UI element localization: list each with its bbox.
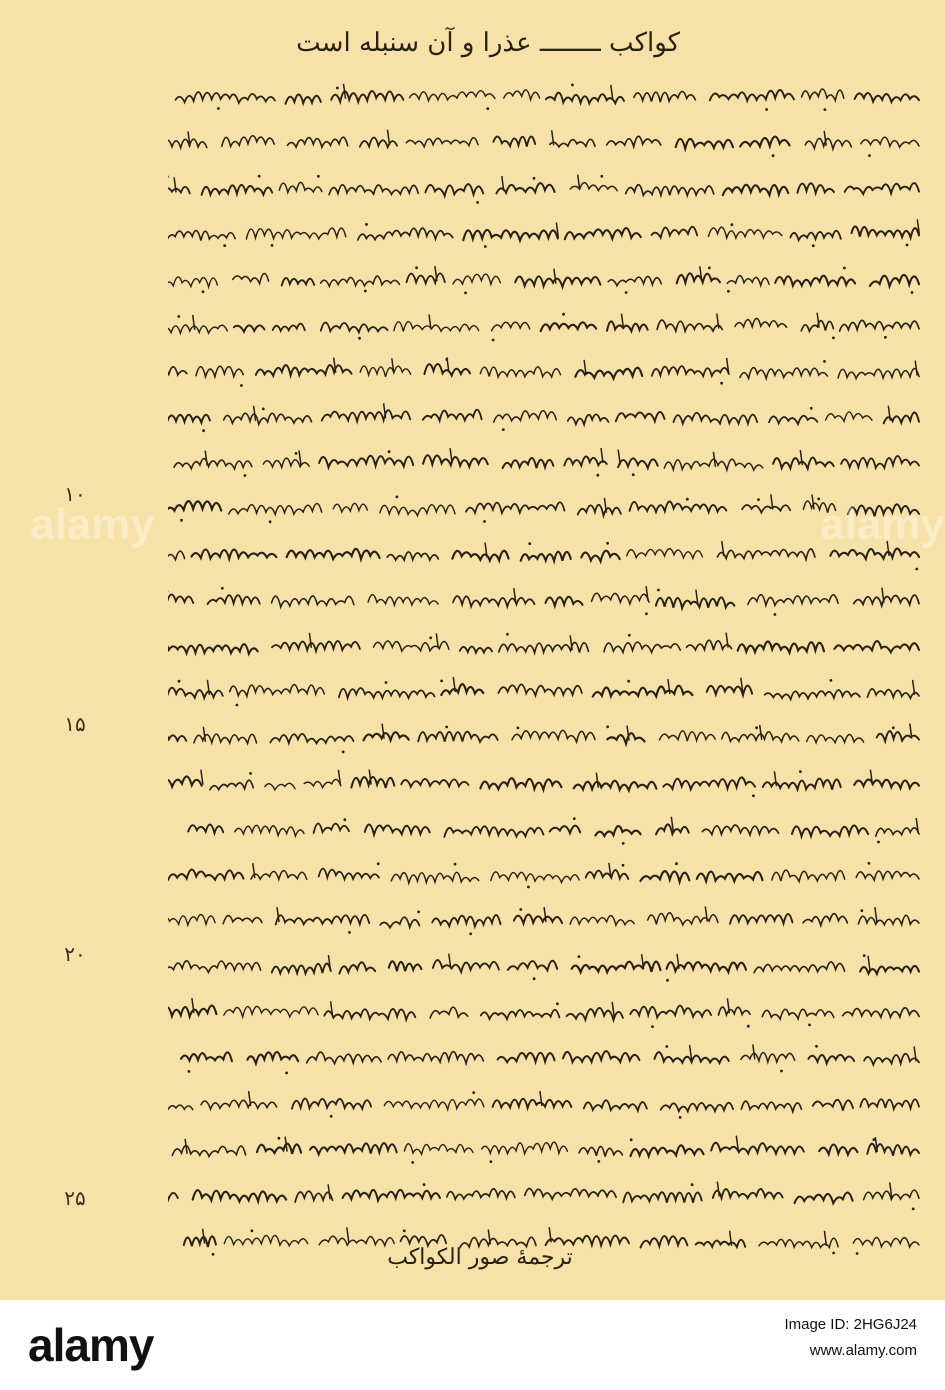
manuscript-line — [168, 628, 923, 664]
watermark-brand-logo: alamy — [28, 1319, 154, 1371]
manuscript-line — [168, 994, 923, 1030]
manuscript-line — [168, 582, 923, 618]
manuscript-line — [168, 124, 923, 160]
manuscript-line — [168, 490, 923, 526]
manuscript-line — [168, 170, 923, 206]
manuscript-line — [168, 399, 923, 435]
line-number-25: ۲۵ — [64, 1186, 86, 1210]
watermark-ghost-right: alamy — [820, 500, 945, 549]
manuscript-line — [168, 857, 923, 893]
manuscript-line — [168, 1131, 923, 1167]
manuscript-line — [168, 261, 923, 297]
manuscript-line — [168, 536, 923, 572]
manuscript-line — [168, 948, 923, 984]
manuscript-line — [168, 902, 923, 938]
manuscript-line — [168, 765, 923, 801]
manuscript-line — [168, 307, 923, 343]
manuscript-line — [168, 78, 923, 114]
manuscript-line — [168, 811, 923, 847]
watermark-site: www.alamy.com — [809, 1342, 917, 1359]
manuscript-line — [168, 719, 923, 755]
manuscript-line — [168, 1086, 923, 1122]
manuscript-line — [168, 444, 923, 480]
page-heading: کواکب ــــــــ عذرا و آن سنبله است — [296, 28, 680, 58]
manuscript-line — [168, 215, 923, 251]
watermark-image-id: Image ID: 2HG6J24 — [784, 1316, 917, 1333]
manuscript-line — [168, 1040, 923, 1076]
page-caption: ترجمهٔ صور الکواکب — [387, 1245, 573, 1270]
line-number-20: ۲۰ — [64, 942, 86, 966]
manuscript-line — [168, 1177, 923, 1213]
manuscript-line — [168, 353, 923, 389]
watermark-ghost-left: alamy — [30, 500, 155, 549]
line-number-10: ۱۰ — [64, 482, 86, 506]
watermark-band — [0, 1300, 945, 1390]
manuscript-line — [168, 673, 923, 709]
line-number-15: ۱۵ — [64, 712, 86, 736]
